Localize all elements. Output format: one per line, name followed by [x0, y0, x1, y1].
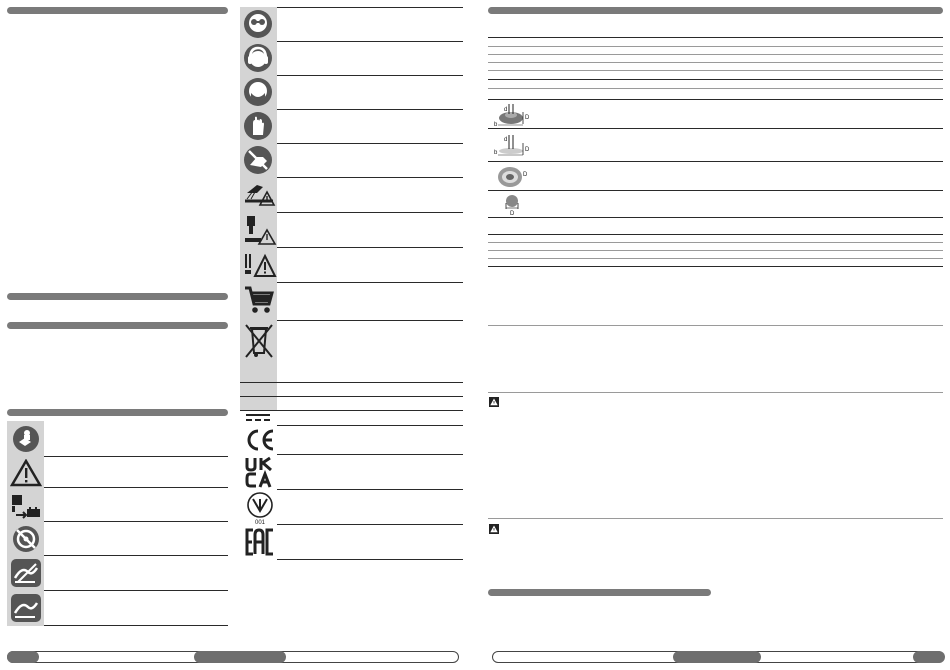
ce-mark-icon [244, 428, 276, 452]
table-rule [488, 70, 943, 71]
flat-disc-icon [492, 131, 532, 159]
page-footer-left [7, 651, 459, 663]
table-rule [488, 99, 943, 100]
table-rule [488, 161, 943, 162]
table-rule [488, 258, 943, 259]
row-divider [277, 247, 463, 248]
svg-text:b: b [494, 122, 498, 128]
table-rule [488, 88, 943, 89]
gloves-icon [243, 111, 273, 141]
ukca-mark-icon [244, 456, 276, 488]
page-number-tab [913, 651, 945, 663]
no-spindle-lock-icon [10, 558, 42, 588]
page-footer-right [492, 651, 944, 663]
svg-text:D: D [525, 115, 530, 121]
table-rule [488, 392, 943, 393]
read-manual-icon [10, 424, 42, 454]
table-rule [488, 242, 943, 243]
warning-icon [489, 397, 499, 407]
row-divider [277, 143, 463, 144]
svg-text:D: D [525, 147, 530, 153]
warning-icon [489, 524, 499, 534]
row-divider [277, 41, 463, 42]
table-rule [488, 128, 943, 129]
page-number-tab [7, 651, 39, 663]
dust-mask-icon [243, 77, 273, 107]
row-divider [277, 75, 463, 76]
no-hand-contact-icon [243, 145, 273, 175]
sparks-warning-icon [243, 179, 277, 209]
warning-triangle-icon [10, 459, 42, 487]
row-divider [240, 396, 463, 397]
svg-text:d: d [504, 137, 508, 143]
svg-text:001: 001 [254, 520, 266, 525]
row-divider [277, 109, 463, 110]
table-rule [488, 190, 943, 191]
ear-protection-icon [243, 43, 273, 73]
row-divider [277, 524, 463, 525]
table-rule [488, 37, 943, 38]
no-cutting-disc-icon [10, 524, 42, 554]
table-rule [488, 62, 943, 63]
ukrsepro-mark-icon [244, 491, 276, 525]
row-divider [277, 454, 463, 455]
workpiece-support-icon [243, 250, 277, 280]
row-divider [277, 7, 463, 8]
weee-disposal-icon [243, 323, 275, 361]
eac-mark-icon [244, 527, 276, 557]
table-rule [488, 325, 943, 326]
footer-center-tab [673, 651, 761, 663]
svg-text:d: d [504, 107, 508, 113]
row-divider [44, 625, 228, 626]
direct-current-icon [245, 412, 271, 424]
section-header-bar [7, 7, 228, 14]
section-header-bar [7, 409, 228, 416]
row-divider [240, 410, 463, 411]
section-header-bar [7, 322, 228, 329]
vise-warning-icon [243, 214, 277, 246]
row-divider [277, 320, 463, 321]
table-rule [488, 250, 943, 251]
eye-protection-icon [243, 9, 273, 39]
row-divider [240, 382, 463, 383]
cup-brush-icon [500, 193, 526, 217]
table-rule [488, 518, 943, 519]
table-rule [488, 234, 943, 235]
row-divider [277, 282, 463, 283]
section-header-bar [488, 589, 711, 596]
row-divider [277, 177, 463, 178]
unplug-before-work-icon [10, 491, 42, 521]
row-divider [44, 456, 228, 457]
section-header-bar [7, 293, 228, 300]
row-divider [277, 489, 463, 490]
svg-text:D: D [523, 172, 528, 178]
row-divider [44, 521, 228, 522]
row-divider [277, 212, 463, 213]
svg-text:b: b [494, 150, 498, 156]
table-rule [488, 54, 943, 55]
row-divider [277, 425, 463, 426]
row-divider [44, 555, 228, 556]
table-rule [488, 46, 943, 47]
flap-disc-icon [492, 102, 532, 128]
footer-center-tab [194, 651, 286, 663]
row-divider [44, 487, 228, 488]
spindle-lock-icon [10, 593, 42, 623]
svg-text:D: D [510, 211, 515, 217]
table-rule [488, 266, 943, 267]
wire-wheel-icon [496, 164, 530, 190]
row-divider [277, 559, 463, 560]
row-divider [44, 590, 228, 591]
section-header-bar [488, 7, 943, 14]
table-rule [488, 217, 943, 218]
accessory-cart-icon [243, 284, 275, 316]
table-rule [488, 79, 943, 80]
